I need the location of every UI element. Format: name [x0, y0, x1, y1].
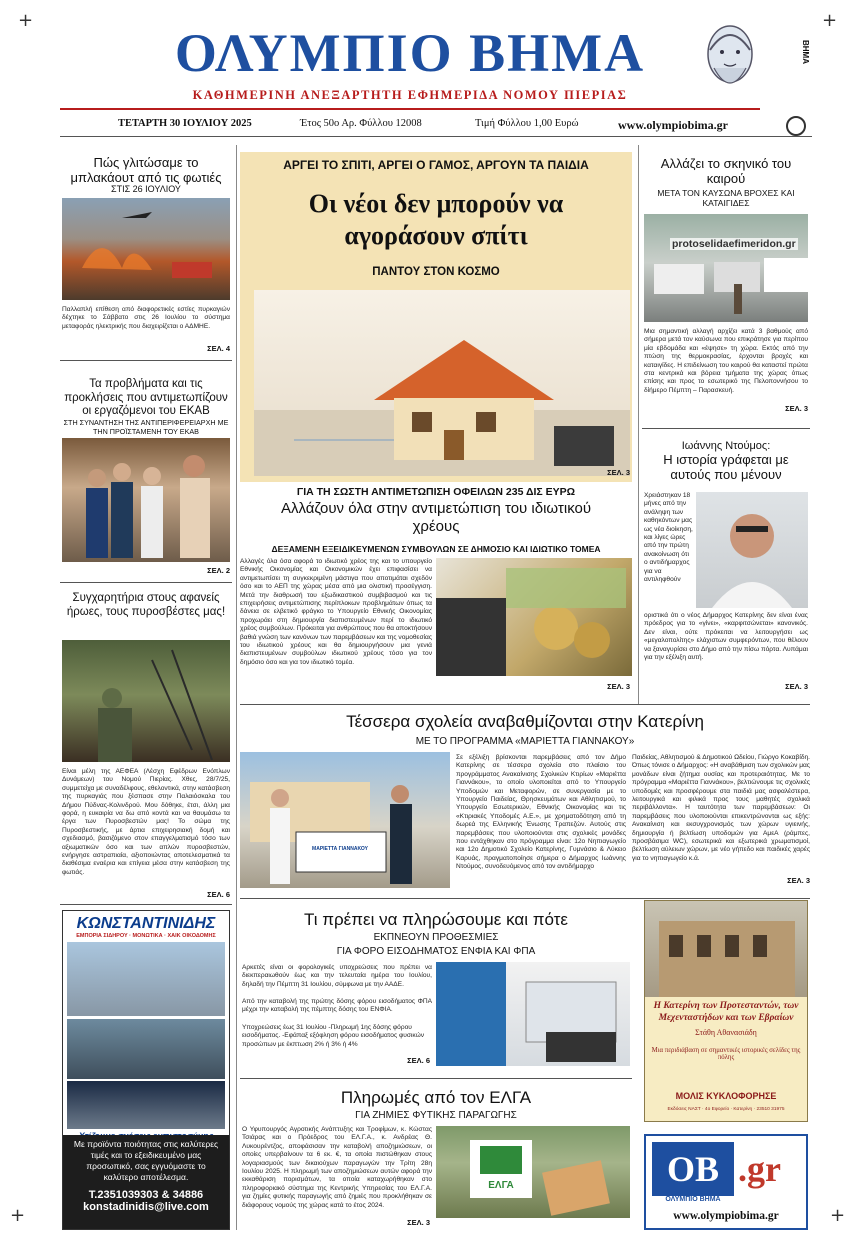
book-status: ΜΟΛΙΣ ΚΥΚΛΟΦΟΡΗΣΕ — [675, 1091, 777, 1101]
ad-brand: ΚΩΝΣΤΑΝΤΙΝΙΔΗΣ — [63, 911, 229, 933]
fires-subtitle: ΣΤΙΣ 26 ΙΟΥΛΙΟΥ — [111, 184, 181, 194]
lead-subtitle: ΠΑΝΤΟΥ ΣΤΟΝ ΚΟΣΜΟ — [372, 266, 500, 278]
house-model-photo — [254, 290, 630, 476]
schools-photo — [240, 752, 450, 888]
lead-page-ref[interactable]: ΣΕΛ. 3 — [607, 468, 630, 477]
ob-logo: OB — [652, 1142, 734, 1196]
rain-street-photo — [644, 214, 808, 322]
masthead-rule — [60, 108, 760, 110]
divider — [60, 904, 232, 905]
watermark: protoselidaefimeridon.gr — [672, 238, 796, 250]
elga-page-ref[interactable]: ΣΕΛ. 3 — [407, 1218, 430, 1227]
issue-price: Τιμή Φύλλου 1,00 Ευρώ — [475, 118, 579, 129]
ekab-page-ref[interactable]: ΣΕΛ. 2 — [207, 566, 230, 575]
firefighters-page-ref[interactable]: ΣΕΛ. 6 — [207, 890, 230, 899]
zeus-head-logo — [700, 20, 760, 102]
schools-subtitle: ΜΕ ΤΟ ΠΡΟΓΡΑΜΜΑ «ΜΑΡΙΕΤΤΑ ΓΙΑΝΝΑΚΟΥ» — [415, 736, 635, 747]
masthead-subtitle: ΚΑΘΗΜΕΡΙΝΗ ΑΝΕΞΑΡΤΗΤΗ ΕΦΗΜΕΡΙΔΑ ΝΟΜΟΥ ΠΙΕΡΙΑΣ — [192, 88, 628, 102]
divider — [60, 582, 232, 583]
crop-mark: + — [10, 1205, 26, 1226]
masthead-title: ΟΛΥΜΠΙΟ ΒΗΜΑ — [174, 23, 646, 83]
website-link[interactable]: www.olympiobima.gr — [618, 118, 729, 132]
ntoumos-headline: Η ιστορία γράφεται με αυτούς που μένουν — [663, 452, 789, 482]
tax-calculator-photo — [436, 962, 630, 1066]
firefighters-photo — [62, 640, 230, 762]
schools-headline: Τέσσερα σχολεία αναβαθμίζονται στην Κατερίνη — [346, 712, 704, 731]
crop-mark: + — [830, 1205, 846, 1226]
ad-email[interactable]: konstadinidis@live.com — [83, 1201, 209, 1213]
divider — [240, 898, 810, 899]
elga-subtitle: ΓΙΑ ΖΗΜΙΕΣ ΦΥΤΙΚΗΣ ΠΑΡΑΓΩΓΗΣ — [355, 1110, 517, 1121]
ntoumos-body-narrow: Χρειάστηκαν 18 μήνες από την ανάληψη των καθηκόντων μας ως νέα διοίκηση, και λίγες ώρες από την πρώτη ανακοίνωση ότι ο αντιδήμαρχος για να αντιληφθούν — [644, 492, 693, 584]
book-title: Η Κατερίνη των Προτεσταντών, των Μεχενταστήδων και των Εβραίων — [653, 1001, 799, 1023]
crop-mark: + — [822, 10, 838, 31]
book-ad-photo — [645, 901, 807, 997]
taxes-subtitle-2: ΓΙΑ ΦΟΡΟ ΕΙΣΟΔΗΜΑΤΟΣ ΕΝΦΙΑ ΚΑΙ ΦΠΑ — [336, 946, 536, 957]
elga-headline: Πληρωμές από τον ΕΛΓΑ — [340, 1088, 532, 1107]
olympiobima-ad[interactable] — [644, 1134, 808, 1230]
crop-mark: + — [18, 10, 34, 31]
column-rule — [638, 145, 639, 705]
side-tag: ΒΗΜΑ — [801, 40, 810, 64]
taxes-body-2: Από την καταβολή της πρώτης δόσης φόρου εισοδήματος ΦΠΑ μέχρι την καταβολή της πέμπτης δόσης του ΕΝΦΙΑ. — [242, 998, 432, 1014]
fires-page-ref[interactable]: ΣΕΛ. 4 — [207, 344, 230, 353]
book-description: Μια περιδιάβαση σε σημαντικές ιστορικές σελίδες της πόλης — [651, 1047, 801, 1061]
taxes-page-ref[interactable]: ΣΕΛ. 6 — [407, 1056, 430, 1065]
issue-number: Έτος 50ο Αρ. Φύλλου 12008 — [300, 118, 422, 129]
divider — [60, 360, 232, 361]
ob-name: ΟΛΥΜΠΙΟ ΒΗΜΑ — [665, 1196, 721, 1203]
divider — [240, 1078, 632, 1079]
ntoumos-body-wide: οριστικά ότι ο νέος Δήμαρχος Κατερίνης δεν είναι ένας πρόεδρος για το «γίνει», «καρφιτσώνεται» κανονικός. Δεν είναι, ούτε πρόκειται να λειτουργήσει ως «μεγαλοπολίτης» ελάχιστων συμφερόντων, που θέλουν να ξαναγυρίσει στο Δήμο από την πίσω πόρτα. Λυπάμαι για την εξέλιξη αυτή. — [644, 612, 808, 662]
schools-page-ref[interactable]: ΣΕΛ. 3 — [787, 876, 810, 885]
ntoumos-portrait — [696, 492, 808, 608]
dateline-rule — [60, 136, 812, 137]
ekab-subtitle: ΣΤΗ ΣΥΝΑΝΤΗΣΗ ΤΗΣ ΑΝΤΙΠΕΡΙΦΕΡΕΙΑΡΧΗ ΜΕ ΤΗΝ ΠΡΟΪΣΤΑΜΕΝΗ ΤΟΥ ΕΚΑΒ — [63, 418, 229, 436]
taxes-headline: Τι πρέπει να πληρώσουμε και πότε — [304, 910, 568, 929]
elga-photo — [436, 1126, 630, 1218]
ad-text: Με προϊόντα ποιότητας στις καλύτερες τιμές και το εξειδικευμένο μας προσωπικό, σας εγγυόμαστε το καλύτερο αποτέλεσμα. — [73, 1139, 219, 1182]
ad-photo-night — [67, 1081, 225, 1129]
weather-subtitle: ΜΕΤΑ ΤΟΝ ΚΑΥΣΩΝΑ ΒΡΟΧΕΣ ΚΑΙ ΚΑΤΑΙΓΙΔΕΣ — [657, 188, 795, 208]
ad-photo-warehouse — [67, 1019, 225, 1079]
fires-headline: Πώς γλιτώσαμε το μπλακάουτ από τις φωτιές — [70, 155, 222, 185]
book-ad[interactable] — [644, 900, 808, 1122]
stamp-icon — [786, 116, 806, 136]
debt-subtitle: ΔΕΞΑΜΕΝΗ ΕΞΕΙΔΙΚΕΥΜΕΝΩΝ ΣΥΜΒΟΥΛΩΝ ΣΕ ΔΗΜΟΣΙΟ ΚΑΙ ΙΔΙΩΤΙΚΟ ΤΟΜΕΑ — [271, 544, 601, 554]
firefighters-body: Είναι μέλη της ΑΕΦΕΑ (Λέσχη Εφέδρων Ενόπλων Δυνάμεων) του Νομού Πιερίας. Χθες, 28/7/25, συμμετείχα με συναδέλφους, εθελοντικά, στην κατάσβεση της πυρκαγιάς που ξέσπασε στην Παλαιόσκαλα του Δήμου Πύδνας-Κολινδρού. Μου δόθηκε, έτσι, άλλη μια φορά, η ευκαιρία να δω από κοντά και να θαυμάσω τα έργα των Πυροσβεστών μας! Το σώμα της Πυροσβεστικής, με άρτια επιχειρησιακή δομή και σχεδιασμό, βασιζόμενο στον επαγγελματισμό τόσο των αξιωματικών όσο και των απλών πυροσβεστών, ενήργησε αστραπιαία, αξιοποιώντας αποτελεσματικά τα διαθέσιμα εναέρια και επίγεια μέσα στην κατάσβεση της φωτιάς. — [62, 768, 230, 876]
ad-tagline: ΕΜΠΟΡΙΑ ΣΙΔΗΡΟΥ · ΜΟΝΩΤΙΚΑ · ΧΑΙΚ ΟΙΚΟΔΟΜΗΣ — [76, 933, 216, 939]
konstantinidis-ad[interactable] — [62, 910, 230, 1230]
book-author: Στάθη Αθανασιάδη — [695, 1028, 757, 1037]
euro-calculator-photo — [436, 558, 632, 676]
fires-body: Παλλαπλή επίθεση από διαφορετικές εστίες πυρκαγιών δέχτηκε το Σάββατο στις 26 Ιουλίου το σύστημα μεταφοράς ηλεκτρικής που διαχειρίζεται ο ΑΔΜΗΕ. — [62, 306, 230, 330]
divider — [240, 704, 810, 705]
taxes-subtitle-1: ΕΚΠΝΕΟΥΝ ΠΡΟΘΕΣΜΙΕΣ — [373, 932, 499, 943]
debt-kicker: ΓΙΑ ΤΗ ΣΩΣΤΗ ΑΝΤΙΜΕΤΩΠΙΣΗ ΟΦΕΙΛΩΝ 235 ΔΙΣ ΕΥΡΩ — [296, 486, 576, 498]
schools-body-left: Σε εξέλιξη βρίσκονται παρεμβάσεις από τον Δήμο Κατερίνης σε τέσσερα σχολεία στο πλαίσιο του προγράμματος Ανακαίνισης Σχολικών Κτιρίων «Μαριέττα Γιαννάκου», το οποίο υλοποιείται από το Υπουργείο Υποδομών και Μεταφορών, σε συνεργασία με το Υπουργείο Παιδείας, Θρησκευμάτων και Αθλητισμού, το Υπουργείο Εσωτερικών, Εθνικής Οικονομίας και τις «Κτιριακές Υποδομές Α.Ε.», με χρηματοδότηση από τη δωρεά της Ελληνικής Ένωσης Τραπεζών. Αυτούς στις παρεμβάσεις που υλοποιούνται στις σχολικές μονάδες που εντάχθηκαν στο πρόγραμμα είναι: 12ο Νηπιαγωγείο και 12ο Δημοτικό Σχολείο Κατερίνης, Γυμνάσιο & Λύκειο Καρυάς, πραγματοποίησε σήμερα ο Δήμαρχος Ιωάννης Ντούμος, συνοδευόμενος από τον αντιδήμαρχο — [456, 754, 626, 871]
firefighters-headline: Συγχαρητήρια στους αφανείς ήρωες, τους πυροσβέστες μας! — [66, 592, 226, 618]
lead-kicker: ΑΡΓΕΙ ΤΟ ΣΠΙΤΙ, ΑΡΓΕΙ Ο ΓΑΜΟΣ, ΑΡΓΟΥΝ ΤΑ ΠΑΙΔΙΑ — [283, 158, 589, 172]
lead-headline: Οι νέοι δεν μπορούν να αγοράσουν σπίτι — [308, 189, 564, 250]
schools-sign: ΜΑΡΙΕΤΤΑ ΓΙΑΝΝΑΚΟΥ — [312, 846, 368, 852]
ntoumos-page-ref[interactable]: ΣΕΛ. 3 — [785, 682, 808, 691]
debt-page-ref[interactable]: ΣΕΛ. 3 — [607, 682, 630, 691]
issue-date: ΤΕΤΑΡΤΗ 30 ΙΟΥΛΙΟΥ 2025 — [118, 118, 252, 129]
column-rule — [236, 145, 237, 1230]
weather-body: Μια σημαντική αλλαγή αρχίζει κατά 3 βαθμούς από σήμερα μετά τον καύσωνα που επικράτησε για περίπου μία εβδομάδα και «έψησε» τη χώρα. Εκτός από την πτώση της θερμοκρασίας, έρχονται βροχές και καταιγίδες. Η επιδείνωση του καιρού θα καταστεί πρώτα στα κεντρικά και βόρεια τμήματα της χώρας όπως επίσης και προς το εσωτερικό της Πελοποννήσου το δίήμερο Πέμπτη – Παρασκευή. — [644, 328, 808, 394]
ad-photo-shop — [67, 942, 225, 1016]
debt-body: Αλλαγές όλα όσα αφορά το ιδιωτικό χρέος της και το υπουργείο Εθνικής Οικονομίας και Οικονομικών έχει επιφασίσει να αντιμετωπίσει τη συγκεκριμένη μάστιγα που αποτιμάται σχεδόν όσο και το ΑΕΠ της χώρας μέσα από μια ολιστική προσέγγιση. Μετά την διαθρωσή του εξωδικαστικού συμβιβασμού και τις επιχειρήσεις αντιμετώπισης περίπλοκων προβλημάτων όπως τα δάνεια σε ελβετικό φράγκο το Υπουργείο Εθνικής Οικονομίας προχωράει στη δημιουργία διαπιστευμένων περί το ιδιωτικό χρέος συμβούλων. Πρόκειται για ανθρώπους που θα αποκτήσουν βαθιά γνώση των κανόνων των παρεμβάσεων και της νομοθεσίας του ιδιωτικού χρέους και θα δημιουργήσουν μια γενιά διαπιστευμένων συμβούλων ιδιωτικού χρέους τόσο για τον δημόσιο όσο και για τον ιδιωτικό τομέα. — [240, 558, 432, 666]
fire-photo — [62, 198, 230, 300]
ekab-photo — [62, 438, 230, 562]
elga-body: Ο Υφυπουργός Αγροτικής Ανάπτυξης και Τροφίμων, κ. Κώστας Τσιάρας και ο Πρόεδρος του ΕΛ.Γ.Α., κ. Ανδρέας Θ. Λυκουρέντζος, αποφάσισαν την καταβολή αποζημιώσεων, οι οποίες υπερβαίνουν τα 6 εκ. €, τα οποία πιστώθηκαν στους λογαριασμούς των δικαιούχων παραγωγών την Τρίτη 28η Ιουλίου 2025. Η πληρωμή των αποζημιώσεων αυτών αφορά την εκκαθάριση πορισμάτων, τα οποία καταχωρήθηκαν στο πληροφοριακό σύστημα της Κεντρικής Υπηρεσίας του ΕΛ.Γ.Α. για ζημίες φυτικής παραγωγής από ζημιές που προκλήθηκαν σε διάφορους νομούς της χώρας κατά το έτος 2024. — [242, 1126, 432, 1209]
ad-phone[interactable]: T.2351039303 & 34886 — [88, 1189, 204, 1201]
debt-headline: Αλλάζουν όλα στην αντιμετώπιση του ιδιωτικού χρέους — [280, 500, 592, 535]
ekab-headline: Τα προβλήματα και τις προκλήσεις που αντιμετωπίζουν οι εργαζόμενοι του ΕΚΑΒ — [64, 378, 228, 417]
weather-headline: Αλλάζει το σκηνικό του καιρού — [660, 156, 792, 186]
taxes-body-1: Αρκετές είναι οι φορολογικές υποχρεώσεις που πρέπει να διεκπεραιωθούν έως και την τελευταία ημέρα του Ιουλίου, δηλαδή την Πέμπτη 31 Ιουλίου, σύμφωνα με την ΑΑΔΕ. — [242, 964, 432, 988]
divider — [642, 428, 810, 429]
weather-page-ref[interactable]: ΣΕΛ. 3 — [785, 404, 808, 413]
ob-url[interactable]: www.olympiobima.gr — [673, 1210, 779, 1222]
schools-body-right: Παιδείας, Αθλητισμού & Δημοτικού Ωδείου, Γιώργο Κοκαβίδη. Όπως τόνισε ο Δήμαρχος: «Η αναβάθμιση των σχολικών μας μονάδων είναι ζήτημα ουσίας και προτεραιότητας. Με το πρόγραμμα «Μαριέττα Γιαννάκου», βελτιώνουμε τις σχολικές υποδομές και προσφέρουμε στα παιδιά μας ασφαλέστερα, λειτουργικά και φιλικά προς τους μαθητές σχολικά περιβάλλοντα». Η ταυτότητα των παρεμβάσεων: Οι παρεμβάσεις που υλοποιούνται επικεντρώνονται ως εξής: Ανακαίνιση και εκσυγχρονισμός των χώρων υγιεινής, δημιουργία ή βελτίωση υποδομών για ΑμεΑ (ράμπες, προσβάσιμα WC), εσωτερικά και εξωτερικά χρωματισμοί, βελτίωση αύλειων χώρων, με νέο γήπεδο και παιδικές χαρές για το νηπιαγωγείο κ.ά. — [632, 754, 810, 862]
ntoumos-kicker: Ιωάννης Ντούμος: — [681, 440, 771, 452]
book-contact: Εκδόσεις ΝΑΣΤ · 4ο Εφορείο · Κατερίνη · 23510 31975 — [667, 1107, 785, 1112]
ob-domain: .gr — [738, 1149, 781, 1189]
taxes-body-3: Υποχρεώσεις έως 31 Ιουλίου -Πληρωμή 1ης δόσης φόρου εισοδήματος. -Εφάπαξ εξόφληση φόρου εισοδήματος φυσικών προσώπων με έκπτωση 2% ή 3% ή 4% — [242, 1024, 425, 1048]
elga-logo: ΕΛΓΑ — [488, 1180, 514, 1191]
